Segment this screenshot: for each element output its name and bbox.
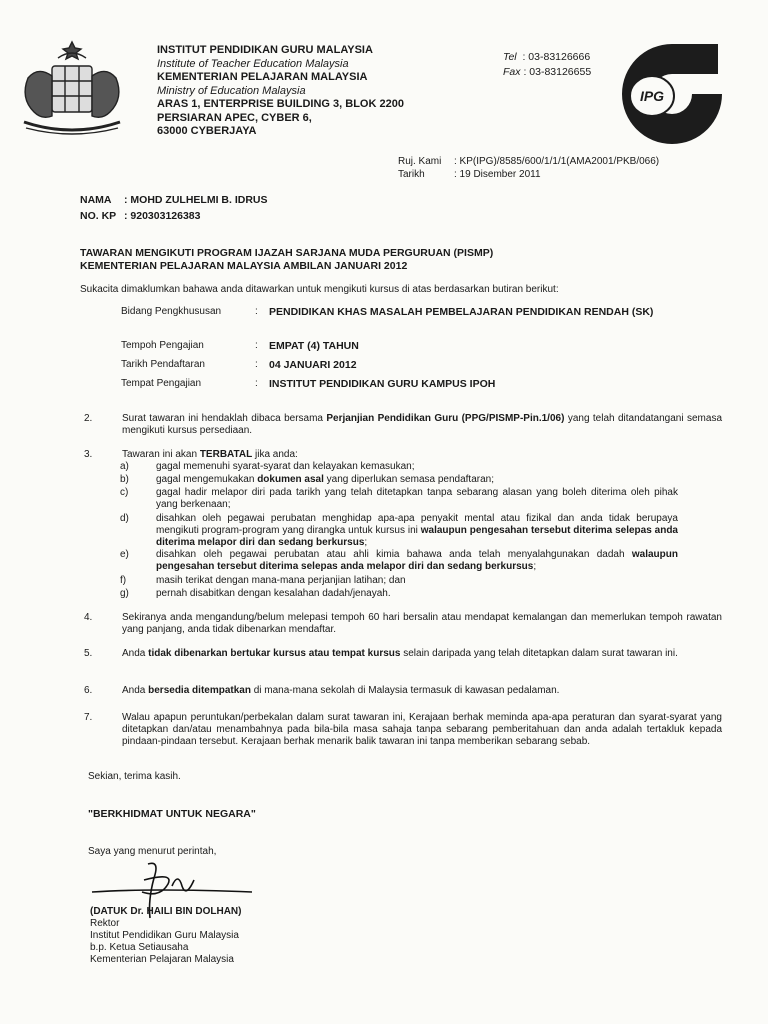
paragraph-text: Surat tawaran ini hendaklah dibaca bersama Perjanjian Pendidikan Guru (PPG/PISMP-Pin.1/06) yang telah ditandatangani semasa mengikuti kursus persediaan.	[122, 413, 723, 436]
paragraph-text: Sekiranya anda mengandung/belum melepasi tempoh 60 hari bersalin atau mendapat kemalangan dan memerlukan tempoh rawatan yang panjang, anda tidak dibenarkan mendaftar.	[122, 612, 722, 635]
detail-value: 04 JANUARI 2012	[269, 359, 357, 371]
signer-title: Rektor	[90, 918, 120, 929]
tel-value: : 03-83126666	[522, 51, 591, 63]
institute-address-block	[157, 44, 404, 139]
detail-row	[121, 340, 709, 359]
institute-name: INSTITUT PENDIDIKAN GURU MALAYSIA	[157, 44, 373, 56]
kp-value: : 920303126383	[124, 209, 201, 222]
detail-sep: :	[255, 306, 258, 317]
signer-name: (DATUK Dr. HAILI BIN DOLHAN)	[90, 906, 242, 917]
detail-sep: :	[255, 340, 258, 351]
detail-value: PENDIDIKAN KHAS MASALAH PEMBELAJARAN PENDIDIKAN RENDAH (SK)	[269, 306, 654, 318]
paragraph-number: 4.	[84, 612, 93, 623]
malaysia-crest-icon	[14, 38, 130, 146]
detail-sep: :	[255, 378, 258, 389]
institute-name-en: Institute of Teacher Education Malaysia	[157, 57, 349, 70]
recipient-block	[80, 193, 268, 224]
intro-text: Sukacita dimaklumkan bahawa anda ditawarkan untuk mengikuti kursus di atas berdasarkan butiran berikut:	[80, 284, 559, 295]
motto: "BERKHIDMAT UNTUK NEGARA"	[88, 808, 256, 820]
closing-thanks: Sekian, terima kasih.	[88, 771, 181, 782]
paragraph-number: 6.	[84, 685, 93, 696]
paragraph-text: Walau apapun peruntukan/perbekalan dalam surat tawaran ini, Kerajaan berhak meminda apa-apa peraturan dan syarat-syarat yang ditetapkan dan/atau menambahnya pada bila-bila masa sahaja tanpa sebarang pemberitahuan dan anda adalah tertakluk kepada pindaan-pindaan tersebut. Kerajaan berhak menarik balik tawaran ini tanpa memberikan sebarang sebab.	[122, 712, 722, 747]
paragraph-text: Anda tidak dibenarkan bertukar kursus atau tempat kursus selain daripada yang telah ditetapkan dalam surat tawaran ini.	[122, 648, 678, 659]
offer-letter: INSTITUT PENDIDIKAN GURU MALAYSIA Institute of Teacher Education Malaysia KEMENTERIAN PELAJARAN MALAYSIA Ministry of Education Malaysia ARAS 1, ENTERPRISE BUILDING 3, BLOK 2200 PERSIARAN APEC, CYBER 6, 63000 CYBERJAYA Tel : 03-83126666 Fax : 03-83126655 IPG Ruj. Kami : KP(IPG)/8585/600/1/1/1(AMA2001/PKB/066) Tarikh : 19 Disember 2011 NAMA : MOHD ZULHELMI B. IDRUS NO. KP : 920303126383 TAWARAN MENGIKUTI PROGRAM IJAZAH SARJANA MUDA PERGURUAN (PISMP) KEMENTERIAN PELAJARAN MALAYSIA AMBILAN JANUARI 2012 Sukacita dimaklumkan bahawa anda ditawarkan untuk mengikuti kursus di atas berdasarkan butiran berikut: Bidang Pengkhususan : PENDIDIKAN KHAS MASALAH PEMBELAJARAN PENDIDIKAN RENDAH (SK) Tempoh Pengajian : EMPAT (4) TAHUN Tarikh Pendaftaran : 04 JANUARI 2012 Tempat Pengajian : INSTITUT PENDIDIKAN GURU KAMPUS IPOH 2. Surat tawaran ini hendaklah dibaca bersama Perjanjian Pendidikan Guru (PPG/PISMP-Pin.1/06) yang telah ditandatangani semasa mengikuti kursus persediaan. 3. Tawaran ini akan TERBATAL jika anda: a) gagal memenuhi syarat-syarat dan kelayakan kemasukan; b) gagal mengemukakan dokumen asal yang diperlukan semasa pendaftaran; c) gagal hadir melapor diri pada tarikh yang telah ditetapkan tanpa sebarang alasan yang boleh diterima oleh pihak yang berkenaan; d) disahkan oleh pegawai perubatan menghidap apa-apa penyakit mental atau fizikal dan anda tidak berupaya mengikuti program-program yang dirangka untuk kursus ini walaupun pengesahan tersebut diterima selepas anda diterima melapor diri dan sedang berkursus; e) disahkan oleh pegawai perubatan atau ahli kimia bahawa anda telah menyalahgunakan dadah walaupun pengesahan tersebut diterima selepas anda melapor diri dan sedang berkursus; f) masih terikat dengan mana-mana perjanjian latihan; dan g) pernah disabitkan dengan kesalahan dadah/jenayah. 4. Sekiranya anda mengandung/belum melepasi tempoh 60 hari bersalin atau mendapat kemalangan dan memerlukan tempoh rawatan yang panjang, anda tidak dibenarkan mendaftar. 5. Anda tidak dibenarkan bertukar kursus atau tempat kursus selain daripada yang telah ditetapkan dalam surat tawaran ini. 6. Anda bersedia ditempatkan di mana-mana sekolah di Malaysia termasuk di kawasan pedalaman. 7. Walau apapun peruntukan/perbekalan dalam surat tawaran ini, Kerajaan berhak meminda apa-apa peraturan dan syarat-syarat yang ditetapkan dan/atau menambahnya pada bila-bila masa sahaja tanpa sebarang pemberitahuan dan anda adalah tertakluk kepada pindaan-pindaan tersebut. Kerajaan berhak menarik balik tawaran ini tanpa memberikan sebarang sebab. Sekian, terima kasih. "BERKHIDMAT UNTUK NEGARA" Saya yang menurut perintah, (DATUK Dr. HAILI BIN DOLHAN) Rektor Institut Pendidikan Guru Malaysia b.p. Ketua Setiausaha Kementerian Pelajaran Malaysia	[0, 0, 768, 1024]
tel-label: Tel	[503, 51, 517, 63]
ministry-name-en: Ministry of Education Malaysia	[157, 84, 306, 97]
ministry-name: KEMENTERIAN PELAJARAN MALAYSIA	[157, 71, 368, 83]
detail-label: Tempat Pengajian	[121, 378, 202, 389]
detail-value: INSTITUT PENDIDIKAN GURU KAMPUS IPOH	[269, 378, 496, 390]
address-line-1: ARAS 1, ENTERPRISE BUILDING 3, BLOK 2200	[157, 98, 404, 110]
ref-value: : KP(IPG)/8585/600/1/1/1(AMA2001/PKB/066)	[454, 156, 660, 167]
signer-org-1: Institut Pendidikan Guru Malaysia	[90, 930, 239, 941]
signer-org-2: b.p. Ketua Setiausaha	[90, 942, 189, 953]
letter-subject	[80, 247, 493, 272]
paragraph-number: 2.	[84, 413, 93, 424]
detail-sep: :	[255, 359, 258, 370]
subject-line-2: KEMENTERIAN PELAJARAN MALAYSIA AMBILAN JANUARI 2012	[80, 259, 408, 272]
fax-label: Fax	[503, 66, 521, 78]
signer-block	[90, 906, 241, 966]
detail-label: Bidang Pengkhususan	[121, 306, 222, 317]
ipg-logo-icon	[608, 38, 736, 144]
date-label: Tarikh	[398, 168, 425, 180]
paragraph-text: Anda bersedia ditempatkan di mana-mana sekolah di Malaysia termasuk di kawasan pedalaman.	[122, 685, 560, 696]
ipg-logo-text: IPG	[639, 88, 665, 104]
detail-label: Tempoh Pengajian	[121, 340, 204, 351]
name-value: : MOHD ZULHELMI B. IDRUS	[124, 194, 268, 206]
detail-label: Tarikh Pendaftaran	[121, 359, 205, 370]
fax-value: : 03-83126655	[523, 66, 592, 78]
detail-row	[121, 306, 709, 340]
paragraph-number: 3.	[84, 449, 93, 460]
address-line-2: PERSIARAN APEC, CYBER 6,	[157, 111, 312, 124]
paragraph-text: Tawaran ini akan TERBATAL jika anda:	[122, 449, 298, 460]
contact-block	[503, 50, 591, 80]
course-details	[121, 306, 709, 397]
paragraph-number: 7.	[84, 712, 93, 723]
detail-row	[121, 359, 709, 378]
closing-order: Saya yang menurut perintah,	[88, 846, 217, 857]
paragraph-number: 5.	[84, 648, 93, 659]
detail-value: EMPAT (4) TAHUN	[269, 340, 359, 352]
name-label: NAMA	[80, 194, 112, 206]
detail-row	[121, 378, 709, 397]
subject-line-1: TAWARAN MENGIKUTI PROGRAM IJAZAH SARJANA MUDA PERGURUAN (PISMP)	[80, 247, 494, 259]
signer-org-3: Kementerian Pelajaran Malaysia	[90, 954, 234, 965]
address-line-3: 63000 CYBERJAYA	[157, 125, 257, 137]
date-value: : 19 Disember 2011	[454, 168, 541, 180]
reference-block	[398, 156, 659, 181]
kp-label: NO. KP	[80, 209, 117, 222]
ref-label: Ruj. Kami	[398, 156, 442, 167]
